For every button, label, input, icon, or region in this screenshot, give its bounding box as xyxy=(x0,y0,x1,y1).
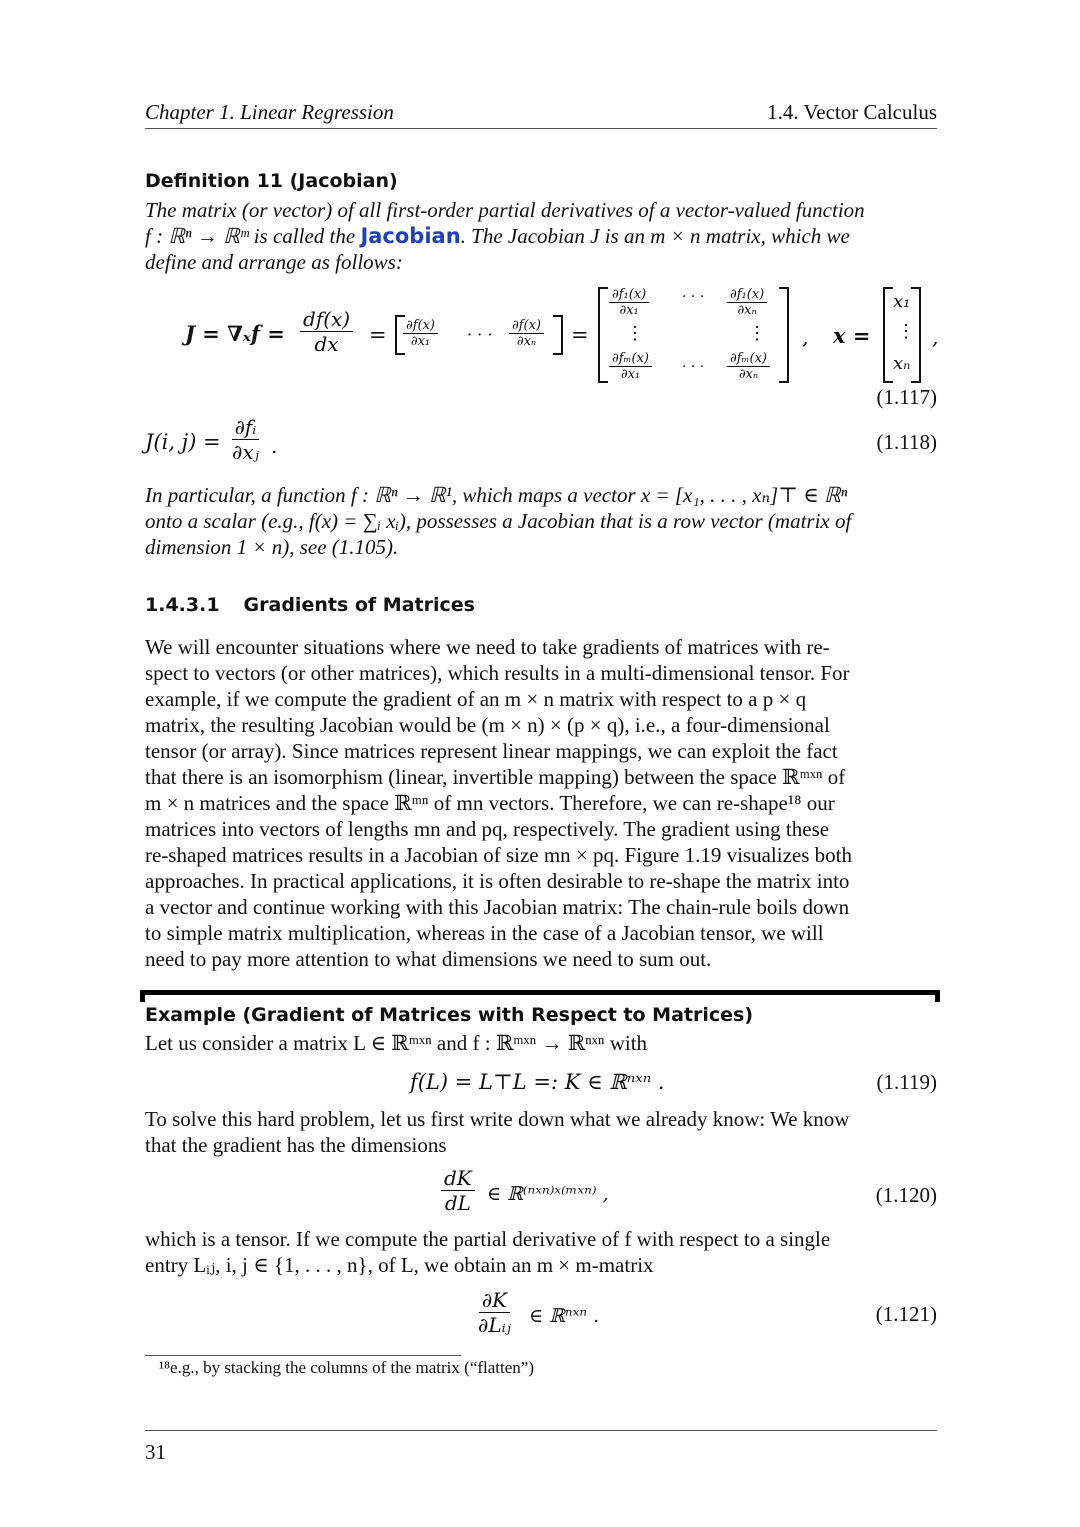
eq121-den: ∂Lᵢⱼ xyxy=(478,1313,511,1337)
eq120-rhs: ∈ ℝ⁽ⁿˣⁿ⁾ˣ⁽ᵐˣⁿ⁾ , xyxy=(487,1183,609,1205)
x-bracket-left xyxy=(883,287,893,383)
eq118-fraction xyxy=(229,415,262,464)
matrix-bracket-left xyxy=(598,287,608,383)
header-chapter: Chapter 1. Linear Regression xyxy=(145,100,394,124)
particular-line-2: onto a scalar (e.g., f(x) = ∑ᵢ xᵢ), possesses a Jacobian that is a row vector (matrix of xyxy=(145,509,852,533)
body-line: approaches. In practical applications, it is often desirable to re-shape the matrix into xyxy=(145,869,850,893)
eq118-period: . xyxy=(271,434,278,458)
x-vdots: ⋮ xyxy=(897,321,915,341)
x-lhs: x = xyxy=(833,323,871,348)
eq121-num: ∂K xyxy=(479,1288,510,1313)
body-line: that there is an isomorphism (linear, invertible mapping) between the space ℝᵐˣⁿ of xyxy=(145,765,846,789)
row-entry-n-den: ∂xₙ xyxy=(516,334,537,349)
matrix-m11-den: ∂x₁ xyxy=(619,303,639,318)
eq121-fraction xyxy=(475,1288,514,1337)
eq117-dx: dx xyxy=(314,332,339,356)
matrix-top-dots: · · · xyxy=(682,289,705,305)
row-entry-1-den: ∂x₁ xyxy=(410,334,431,349)
body-line: need to pay more attention to what dimensions we need to sum out. xyxy=(145,947,712,971)
page-number: 31 xyxy=(145,1440,166,1464)
eq120-fraction xyxy=(441,1166,475,1215)
body-line: to simple matrix multiplication, whereas in the case of a Jacobian tensor, we will xyxy=(145,921,824,945)
body-line: We will encounter situations where we need to take gradients of matrices with re- xyxy=(145,635,830,659)
header-section: 1.4. Vector Calculus xyxy=(767,100,937,124)
eq119-number: (1.119) xyxy=(876,1070,937,1094)
example-line-2: To solve this hard problem, let us first write down what we already know: We know xyxy=(145,1107,850,1131)
body-line: spect to vectors (or other matrices), which results in a multi-dimensional tensor. For xyxy=(145,661,850,685)
body-line: matrices into vectors of lengths mn and pq, respectively. The gradient using these xyxy=(145,817,830,841)
header-rule xyxy=(145,128,937,129)
eq117-equals-1: = xyxy=(369,323,387,347)
x-bracket-right xyxy=(911,287,921,383)
matrix-vdots-right: ⋮ xyxy=(748,323,766,343)
matrix-m1n xyxy=(727,287,767,318)
jacobian-term: Jacobian xyxy=(360,224,461,248)
running-header xyxy=(145,100,937,125)
particular-line-1: In particular, a function f : ℝⁿ → ℝ¹, which maps a vector x = [x₁, . . . , xₙ]⊤ ∈ ℝⁿ xyxy=(145,483,848,507)
eq121-number: (1.121) xyxy=(875,1302,937,1326)
row-bracket-right xyxy=(553,315,563,355)
eq117-comma-2: , xyxy=(932,325,939,349)
matrix-m11-num: ∂f₁(x) xyxy=(609,287,649,303)
matrix-m1n-num: ∂f₁(x) xyxy=(727,287,767,303)
example-line-5: entry Lᵢⱼ, i, j ∈ {1, . . . , n}, of L, we obtain an m × m-matrix xyxy=(145,1253,654,1277)
matrix-m11 xyxy=(609,287,649,318)
example-line-1: Let us consider a matrix L ∈ ℝᵐˣⁿ and f : ℝᵐˣⁿ → ℝⁿˣⁿ with xyxy=(145,1031,648,1055)
row-entry-n-num: ∂f(x) xyxy=(509,318,544,334)
row-dots: · · · xyxy=(467,325,493,344)
section-heading xyxy=(145,594,475,616)
matrix-bottom-dots: · · · xyxy=(682,359,705,375)
matrix-mmn-den: ∂xₙ xyxy=(738,367,759,382)
eq118-den: ∂xⱼ xyxy=(232,440,259,464)
matrix-mm1-num: ∂fₘ(x) xyxy=(609,351,652,367)
body-line: m × n matrices and the space ℝᵐⁿ of mn vectors. Therefore, we can re-shape¹⁸ our xyxy=(145,791,835,815)
eq117-equals-2: = xyxy=(571,323,589,347)
eq117-number: (1.117) xyxy=(876,385,937,409)
definition-line-3: define and arrange as follows: xyxy=(145,250,403,274)
particular-line-3: dimension 1 × n), see (1.105). xyxy=(145,535,399,559)
body-line: tensor (or array). Since matrices represent linear mappings, we can exploit the fact xyxy=(145,739,838,763)
matrix-mmn xyxy=(727,351,770,382)
eq117-df: df(x) xyxy=(300,307,353,332)
footnote-rule xyxy=(145,1355,461,1356)
eq117-comma-1: , xyxy=(802,325,809,349)
equation-1-117 xyxy=(145,285,937,395)
definition-title: Definition 11 (Jacobian) xyxy=(145,170,398,192)
footer-rule xyxy=(145,1430,937,1431)
eq120-den: dL xyxy=(444,1191,471,1215)
section-number: 1.4.3.1 xyxy=(145,594,220,616)
body-paragraph xyxy=(145,634,937,972)
eq117-df-dx xyxy=(300,307,353,356)
section-title: Gradients of Matrices xyxy=(243,594,475,616)
example-line-3: that the gradient has the dimensions xyxy=(145,1133,447,1157)
definition-line-2-pre: f : ℝⁿ → ℝᵐ is called the xyxy=(145,224,361,248)
body-line: a vector and continue working with this Jacobian matrix: The chain-rule boils down xyxy=(145,895,850,919)
eq118-number: (1.118) xyxy=(876,430,937,454)
matrix-bracket-right xyxy=(779,287,789,383)
body-line: matrix, the resulting Jacobian would be (m × n) × (p × q), i.e., a four-dimensional xyxy=(145,713,830,737)
eq120-num: dK xyxy=(441,1166,475,1191)
eq121-rhs: ∈ ℝⁿˣⁿ . xyxy=(529,1305,600,1327)
row-entry-n xyxy=(509,318,544,349)
definition-line-2 xyxy=(145,223,937,249)
matrix-mm1-den: ∂x₁ xyxy=(620,367,641,382)
body-line: example, if we compute the gradient of an m × n matrix with respect to a p × q xyxy=(145,687,807,711)
example-line-4: which is a tensor. If we compute the partial derivative of f with respect to a single xyxy=(145,1227,831,1251)
footnote: ¹⁸e.g., by stacking the columns of the matrix (“flatten”) xyxy=(159,1358,534,1377)
page xyxy=(145,0,937,1527)
x-entry-n: xₙ xyxy=(893,353,911,374)
eq119: f(L) = L⊤L =: K ∈ ℝⁿˣⁿ . xyxy=(410,1070,665,1094)
eq118-num: ∂fᵢ xyxy=(232,415,260,440)
definition-line-1: The matrix (or vector) of all first-order partial derivatives of a vector-valued function xyxy=(145,198,865,222)
matrix-m1n-den: ∂xₙ xyxy=(737,303,757,318)
eq117-lhs: J = ∇ₓf = xyxy=(185,321,285,346)
eq120-number: (1.120) xyxy=(875,1183,937,1207)
example-title: Example (Gradient of Matrices with Respect to Matrices) xyxy=(145,1004,754,1026)
example-frame xyxy=(140,990,940,1002)
definition-line-2-post: . The Jacobian J is an m × n matrix, which we xyxy=(460,224,850,248)
x-entry-1: x₁ xyxy=(893,291,911,312)
row-entry-1-num: ∂f(x) xyxy=(403,318,438,334)
matrix-vdots-left: ⋮ xyxy=(626,323,644,343)
matrix-mmn-num: ∂fₘ(x) xyxy=(727,351,770,367)
row-entry-1 xyxy=(403,318,438,349)
eq118-lhs: J(i, j) = xyxy=(145,430,221,454)
matrix-mm1 xyxy=(609,351,652,382)
body-line: re-shaped matrices results in a Jacobian of size mn × pq. Figure 1.19 visualizes both xyxy=(145,843,852,867)
